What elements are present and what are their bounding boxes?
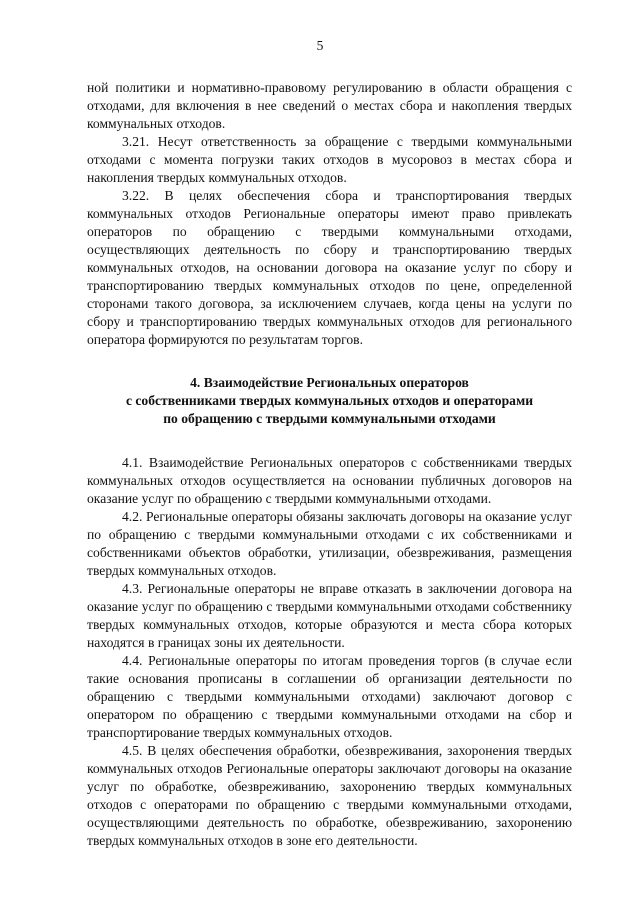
section-heading-line: с собственниками твердых коммунальных отходов и операторами <box>125 393 534 408</box>
section-heading <box>87 374 572 428</box>
document-body <box>87 79 572 850</box>
paragraph-4-4: 4.4. Региональные операторы по итогам проведения торгов (в случае если такие основания прописаны в соглашении об организации деятельности по обращению с твердыми коммунальными отходами) заключают договор с оператором по обращению с твердыми коммунальными отходами на сбор и транспортирование твердых коммунальных отходов. <box>87 653 572 740</box>
page-number: 5 <box>316 38 324 53</box>
paragraph-4-3: 4.3. Региональные операторы не вправе отказать в заключении договора на оказание услуг по обращению с твердыми коммунальными отходами собственнику твердых коммунальных отходов, которые образуются и места сбора которых находятся в границах зоны их деятельности. <box>87 581 572 650</box>
paragraph-4-1: 4.1. Взаимодействие Региональных операторов с собственниками твердых коммунальных отходов осуществляется на основании публичных договоров на оказание услуг по обращению с твердыми коммунальными отходами. <box>87 455 572 506</box>
paragraph-3-21: 3.21. Несут ответственность за обращение с твердыми коммунальными отходами с момента погрузки таких отходов в мусоровоз в местах сбора и накопления твердых коммунальных отходов. <box>87 134 572 185</box>
paragraph-3-22: 3.22. В целях обеспечения сбора и транспортирования твердых коммунальных отходов Региональные операторы имеют право привлекать операторов по обращению с твердыми коммунальными отходами, осуществляющих деятельность по сбору и транспортированию твердых коммунальных отходов, на основании договора на оказание услуг по сбору и транспортированию твердых коммунальных отходов по цене, определенной сторонами такого договора, за исключением случаев, когда цены на услуги по сбору и транспортированию твердых коммунальных отходов для регионального оператора формируются по результатам торгов. <box>87 188 572 347</box>
section-heading-line: 4. Взаимодействие Региональных операторов <box>190 375 469 390</box>
paragraph-4-2: 4.2. Региональные операторы обязаны заключать договоры на оказание услуг по обращению с твердыми коммунальными отходами с их собственниками и собственниками объектов обработки, утилизации, обезвреживания, размещения твердых коммунальных отходов. <box>87 509 572 578</box>
paragraph-continuation: ной политики и нормативно-правовому регулированию в области обращения с отходами, для включения в нее сведений о местах сбора и накопления твердых коммунальных отходов. <box>87 80 572 131</box>
section-heading-line: по обращению с твердыми коммунальными отходами <box>163 411 496 426</box>
paragraph-4-5: 4.5. В целях обеспечения обработки, обезвреживания, захоронения твердых коммунальных отходов Региональные операторы заключают договоры на оказание услуг по обработке, обезвреживанию, захоронению твердых коммунальных отходов с операторами по обращению с твердыми коммунальными отходами, осуществляющими деятельность по обработке, обезвреживанию, захоронению твердых коммунальных отходов в зоне его деятельности. <box>87 743 572 848</box>
